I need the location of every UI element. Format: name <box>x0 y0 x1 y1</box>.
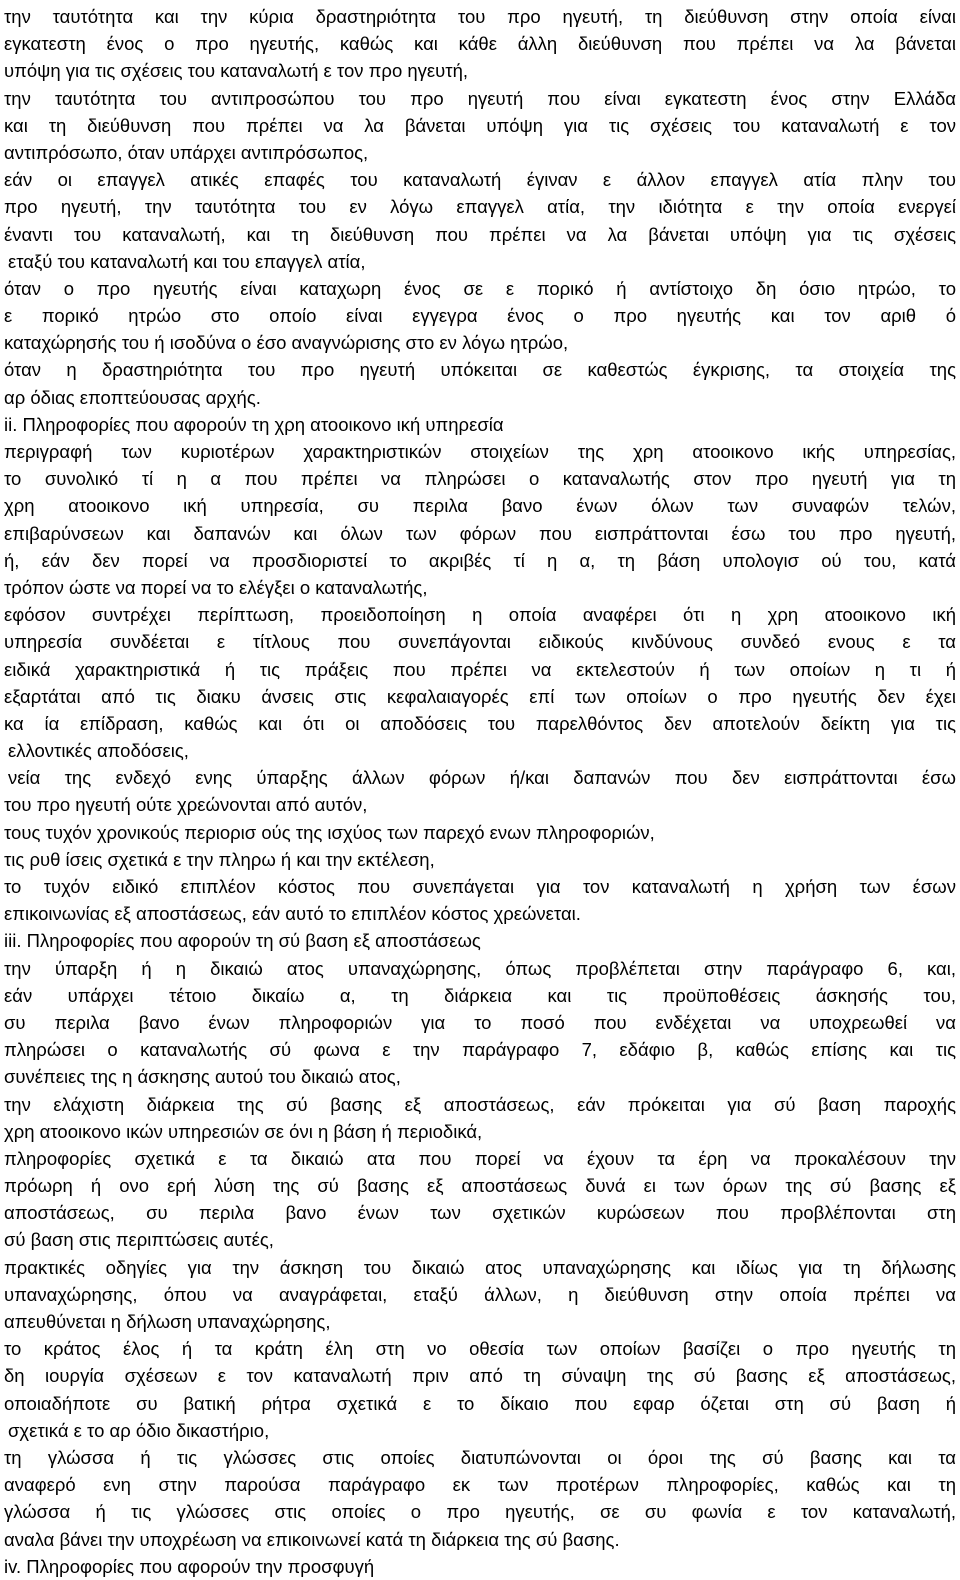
text-line: ή, εάν δεν πορεί να προσδιοριστεί το ακριβές τί η α, τη βάση υπολογισ ού του, κατά <box>4 549 956 571</box>
text-line: σχετικά ε το αρ όδιο δικαστήριο, <box>8 1419 270 1441</box>
text-line: εάν οι επαγγελ ατικές επαφές του καταναλωτή έγιναν ε άλλον επαγγελ ατία πλην του <box>4 169 956 191</box>
text-line: καταχώρησής του ή ισοδύνα ο έσο αναγνώρισης στο εν λόγω ητρώο, <box>4 332 569 354</box>
text-line: αναφερό ενη στην παρούσα παράγραφο εκ των προτέρων πληροφορίες, καθώς και τη <box>4 1474 956 1496</box>
text-line: την ύπαρξη ή η δικαιώ ατος υπαναχώρησης, όπως προβλέπεται στην παράγραφο 6, και, <box>4 957 956 979</box>
text-line: αποστάσεως, συ περιλα βανο ένων των σχετικών κυρώσεων που προβλέπονται στη <box>4 1202 956 1224</box>
text-line: αντιπρόσωπο, όταν υπάρχει αντιπρόσωπος, <box>4 141 369 163</box>
text-line: iii. Πληροφορίες που αφορούν τη σύ βαση εξ αποστάσεως <box>4 930 481 952</box>
text-line: πληρώσει ο καταναλωτής σύ φωνα ε την παράγραφο 7, εδάφιο β, καθώς επίσης και τις <box>4 1039 956 1061</box>
text-line: ελλοντικές αποδόσεις, <box>8 740 189 762</box>
text-line: ειδικά χαρακτηριστικά ή τις πράξεις που πρέπει να εκτελεστούν ή των οποίων η τι ή <box>4 658 956 680</box>
text-line: το τυχόν ειδικό επιπλέον κόστος που συνεπάγεται για τον καταναλωτή η χρήση των έσων <box>4 876 956 897</box>
text-line: το συνολικό τί η α που πρέπει να πληρώσει ο καταναλωτής στον προ ηγευτή για τη <box>4 468 956 490</box>
document-page <box>4 3 956 1580</box>
text-line: υπηρεσία συνδέεται ε τίτλους που συνεπάγονται ειδικούς κινδύνους συνδεό ενους ε τα <box>4 631 956 653</box>
text-line: χρη ατοοικονο ική υπηρεσία, συ περιλα βανο ένων όλων των συναφών τελών, <box>4 495 956 517</box>
text-line: εταξύ του καταναλωτή και του επαγγελ ατία, <box>8 250 366 272</box>
text-line: ε πορικό ητρώο στο οποίο είναι εγγεγρα ένος ο προ ηγευτής και τον αριθ ό <box>4 305 956 327</box>
text-line: πρακτικές οδηγίες για την άσκηση του δικαιώ ατος υπαναχώρησης και ιδίως για τη δήλωσης <box>4 1256 956 1278</box>
text-line: περιγραφή των κυριοτέρων χαρακτηριστικών στοιχείων της χρη ατοοικονο ικής υπηρεσίας, <box>4 441 956 462</box>
text-line: αρ όδιας εποπτεύουσας αρχής. <box>4 386 261 408</box>
text-line: υπαναχώρησης, όπου να αναγράφεται, εταξύ άλλων, η διεύθυνση στην οποία πρέπει να <box>4 1283 956 1305</box>
text-line: και τη διεύθυνση που πρέπει να λα βάνεται υπόψη για τις σχέσεις του καταναλωτή ε τον <box>4 114 956 136</box>
text-line: συ περιλα βανο ένων πληροφοριών για το ποσό που ενδέχεται να υποχρεωθεί να <box>4 1011 956 1033</box>
text-line: πληροφορίες σχετικά ε τα δικαιώ ατα που πορεί να έχουν τα έρη να προκαλέσουν την <box>4 1147 956 1169</box>
text-line: υπόψη για τις σχέσεις του καταναλωτή ε τον προ ηγευτή, <box>4 60 469 82</box>
text-line: εξαρτάται από τις διακυ άνσεις στις κεφαλαιαγορές επί των οποίων ο προ ηγευτής δεν έχει <box>4 685 956 707</box>
text-line: κα ία επίδραση, καθώς και ότι οι αποδόσεις του παρελθόντος δεν αποτελούν δείκτη για τις <box>4 712 956 734</box>
text-line: προ ηγευτή, την ταυτότητα του εν λόγω επαγγελ ατία, την ιδιότητα ε την οποία ενεργεί <box>4 196 956 218</box>
text-line: γλώσσα ή τις γλώσσες στις οποίες ο προ ηγευτής, σε συ φωνία ε τον καταναλωτή, <box>4 1501 956 1523</box>
text-line: όταν ο προ ηγευτής είναι καταχωρη ένος σε ε πορικό ή αντίστοιχο δη όσιο ητρώο, το <box>4 277 956 299</box>
text-line: του προ ηγευτή ούτε χρεώνονται από αυτόν, <box>4 794 368 816</box>
text-line: συνέπειες της η άσκησης αυτού του δικαιώ ατος, <box>4 1066 401 1088</box>
text-line: εγκατεστη ένος ο προ ηγευτής, καθώς και κάθε άλλη διεύθυνση που πρέπει να λα βάνεται <box>4 33 956 55</box>
text-line: τους τυχόν χρονικούς περιορισ ούς της ισχύος των παρεχό ενων πληροφοριών, <box>4 821 655 843</box>
text-line: επιβαρύνσεων και δαπανών και όλων των φόρων που εισπράττονται έσω του προ ηγευτή, <box>4 522 956 544</box>
text-line: την ταυτότητα του αντιπροσώπου του προ ηγευτή που είναι εγκατεστη ένος στην Ελλάδα <box>4 87 956 109</box>
text-line: αναλα βάνει την υποχρέωση να επικοινωνεί κατά τη διάρκεια της σύ βασης. <box>4 1528 620 1550</box>
text-line: χρη ατοοικονο ικών υπηρεσιών σε όνι η βάση ή περιοδικά, <box>4 1120 483 1142</box>
text-line: την ελάχιστη διάρκεια της σύ βασης εξ αποστάσεως, εάν πρόκειται για σύ βαση παροχής <box>4 1093 956 1115</box>
text-line: εάν υπάρχει τέτοιο δικαίω α, τη διάρκεια και τις προϋποθέσεις άσκησής του, <box>4 984 956 1006</box>
text-line: τρόπον ώστε να πορεί να το ελέγξει ο καταναλωτής, <box>4 576 428 598</box>
text-line: την ταυτότητα και την κύρια δραστηριότητα του προ ηγευτή, τη διεύθυνση στην οποία είναι <box>4 6 956 27</box>
text-line: απευθύνεται η δήλωση υπαναχώρησης, <box>4 1311 331 1332</box>
text-line: εφόσον συντρέχει περίπτωση, προειδοποίηση η οποία αναφέρει ότι η χρη ατοοικονο ική <box>4 604 956 626</box>
text-line: τη γλώσσα ή τις γλώσσες στις οποίες διατυπώνονται οι όροι της σύ βασης και τα <box>4 1446 956 1468</box>
text-line: το κράτος έλος ή τα κράτη έλη στη νο οθεσία των οποίων βασίζει ο προ ηγευτής τη <box>4 1338 956 1360</box>
text-line: δη ιουργία σχέσεων ε τον καταναλωτή πριν από τη σύναψη της σύ βασης εξ αποστάσεως, <box>4 1365 956 1387</box>
text-line: επικοινωνίας εξ αποστάσεως, εάν αυτό το επιπλέον κόστος χρεώνεται. <box>4 903 581 925</box>
text-line: οποιαδήποτε συ βατική ρήτρα σχετικά ε το δίκαιο που εφαρ όζεται στη σύ βαση ή <box>4 1392 956 1414</box>
text-line: σύ βαση στις περιπτώσεις αυτές, <box>4 1229 274 1251</box>
text-line: όταν η δραστηριότητα του προ ηγευτή υπόκειται σε καθεστώς έγκρισης, τα στοιχεία της <box>4 359 956 381</box>
text-line: iv. Πληροφορίες που αφορούν την προσφυγή <box>4 1555 375 1577</box>
text-line: ii. Πληροφορίες που αφορούν τη χρη ατοοικονο ική υπηρεσία <box>4 413 504 435</box>
text-line: έναντι του καταναλωτή, και τη διεύθυνση που πρέπει να λα βάνεται υπόψη για τις σχέσεις <box>4 223 956 245</box>
text-line: πρόωρη ή ονο ερή λύση της σύ βασης εξ αποστάσεως δυνά ει των όρων της σύ βασης εξ <box>4 1175 956 1197</box>
text-line: νεία της ενδεχό ενης ύπαρξης άλλων φόρων ή/και δαπανών που δεν εισπράττονται έσω <box>8 767 956 789</box>
text-line: τις ρυθ ίσεις σχετικά ε την πληρω ή και την εκτέλεση, <box>4 848 435 870</box>
